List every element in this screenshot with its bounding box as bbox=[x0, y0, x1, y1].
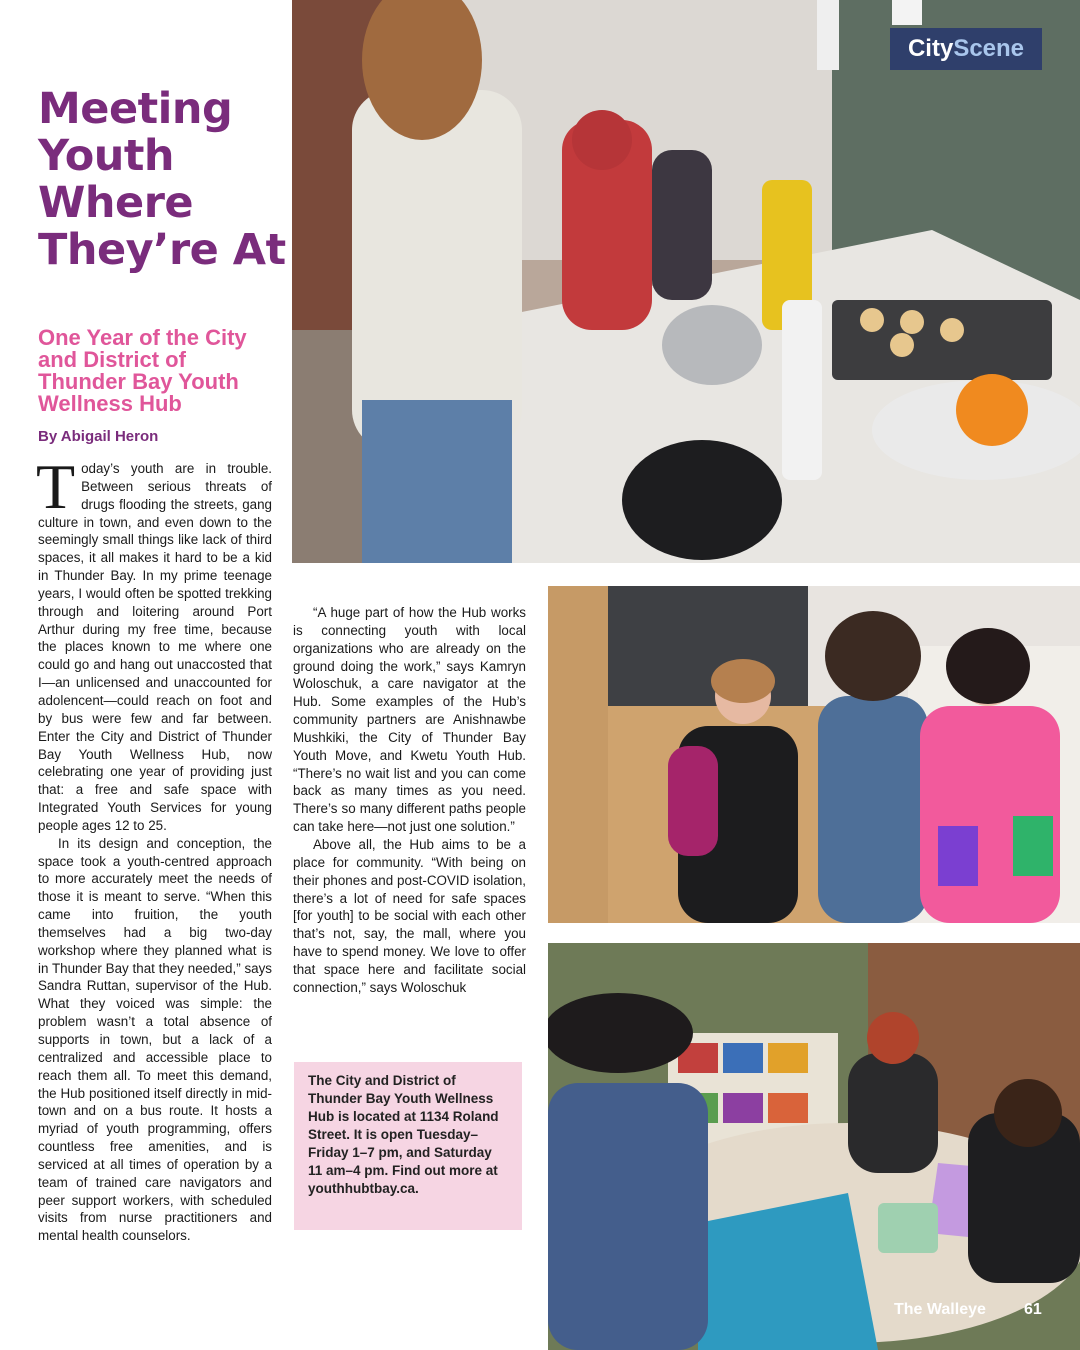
body-column-1 bbox=[36, 451, 272, 1245]
section-tag-cityscene bbox=[890, 28, 1042, 70]
photo-kitchen-baking bbox=[292, 0, 1080, 563]
info-box: The City and District of Thunder Bay Youth Wellness Hub is located at 1134 Roland Street. It is open Tuesday–Friday 1–7 pm, and Saturday 11 am–4 pm. Find out more at youthhubtbay.ca. bbox=[294, 1062, 522, 1230]
photo-youth-costumes bbox=[548, 586, 1080, 923]
drop-cap: T bbox=[36, 451, 76, 522]
paragraph-1-text: oday’s youth are in trouble. Between serious threats of drugs flooding the streets, gang culture in town, and even down to the seemingly small things like lack of third spaces, it all makes it hard to be a kid in Thunder Bay. In my prime teenage years, I would often be spotted trekking through and loitering around Port Arthur during my free time, because the places known to me where one could go and hang out unaccosted that I—an unlicensed and unaccounted for adolencent—could reach on foot and by bus were few and far between. Enter the City and District of Thunder Bay Youth Wellness Hub, now celebrating one year of providing just that: a free and safe space with Integrated Youth Services for young people ages 12 to 25. bbox=[38, 461, 272, 833]
paragraph-3: “A huge part of how the Hub works is connecting youth with local organizations who are already on the ground doing the work,” says Kamryn Woloschuk, a care navigator at the Hub. Some examples of the Hub’s community partners are Anishnawbe Mushkiki, the City of Thunder Bay Youth Move, and Kwetu Youth Hub. “There’s no wait list and you can come back as many times as you need. There’s so many different paths people can take here—not just one solution.” bbox=[293, 605, 526, 835]
publication-name: The Walleye bbox=[894, 1301, 986, 1318]
paragraph-4: Above all, the Hub aims to be a place for community. “With being on their phones and post-COVID isolation, there’s a lot of need for safe spaces [for youth] to be social with each other that’s not, say, the mall, where you have to spend money. We love to offer that space here and facilitate social connection,” says Woloschuk bbox=[293, 836, 526, 995]
paragraph-1 bbox=[36, 451, 272, 835]
page-number: 61 bbox=[1024, 1301, 1042, 1318]
article-title: Meeting Youth Where They’re At bbox=[38, 84, 286, 275]
section-tag-city: City bbox=[907, 35, 954, 62]
section-tag-scene: Scene bbox=[953, 35, 1025, 62]
article-byline: By Abigail Heron bbox=[38, 428, 159, 445]
photo-craft-table bbox=[548, 943, 1080, 1350]
paragraph-2: In its design and conception, the space took a youth-centred approach to more accurately meet the needs of those it is meant to serve. “When this came into fruition, the youth themselves had a big two-day workshop where they planned what is in Thunder Bay that they needed,” says Sandra Ruttan, supervisor of the Hub. What they voiced was simple: the problem wasn’t a total absence of supports in town, but a lack of a centralized and accessible place to reach them all. To meet this demand, the Hub positioned itself directly in mid-town and on a bus route. It hosts a myriad of youth programming, offers countless free amenities, and is serviced at all times of operation by a team of trained care navigators and peer support workers, with scheduled visits from nurse practitioners and mental health counselors. bbox=[38, 835, 272, 1244]
body-column-2 bbox=[293, 604, 526, 997]
article-subtitle: One Year of the City and District of Thunder Bay Youth Wellness Hub bbox=[38, 325, 247, 416]
